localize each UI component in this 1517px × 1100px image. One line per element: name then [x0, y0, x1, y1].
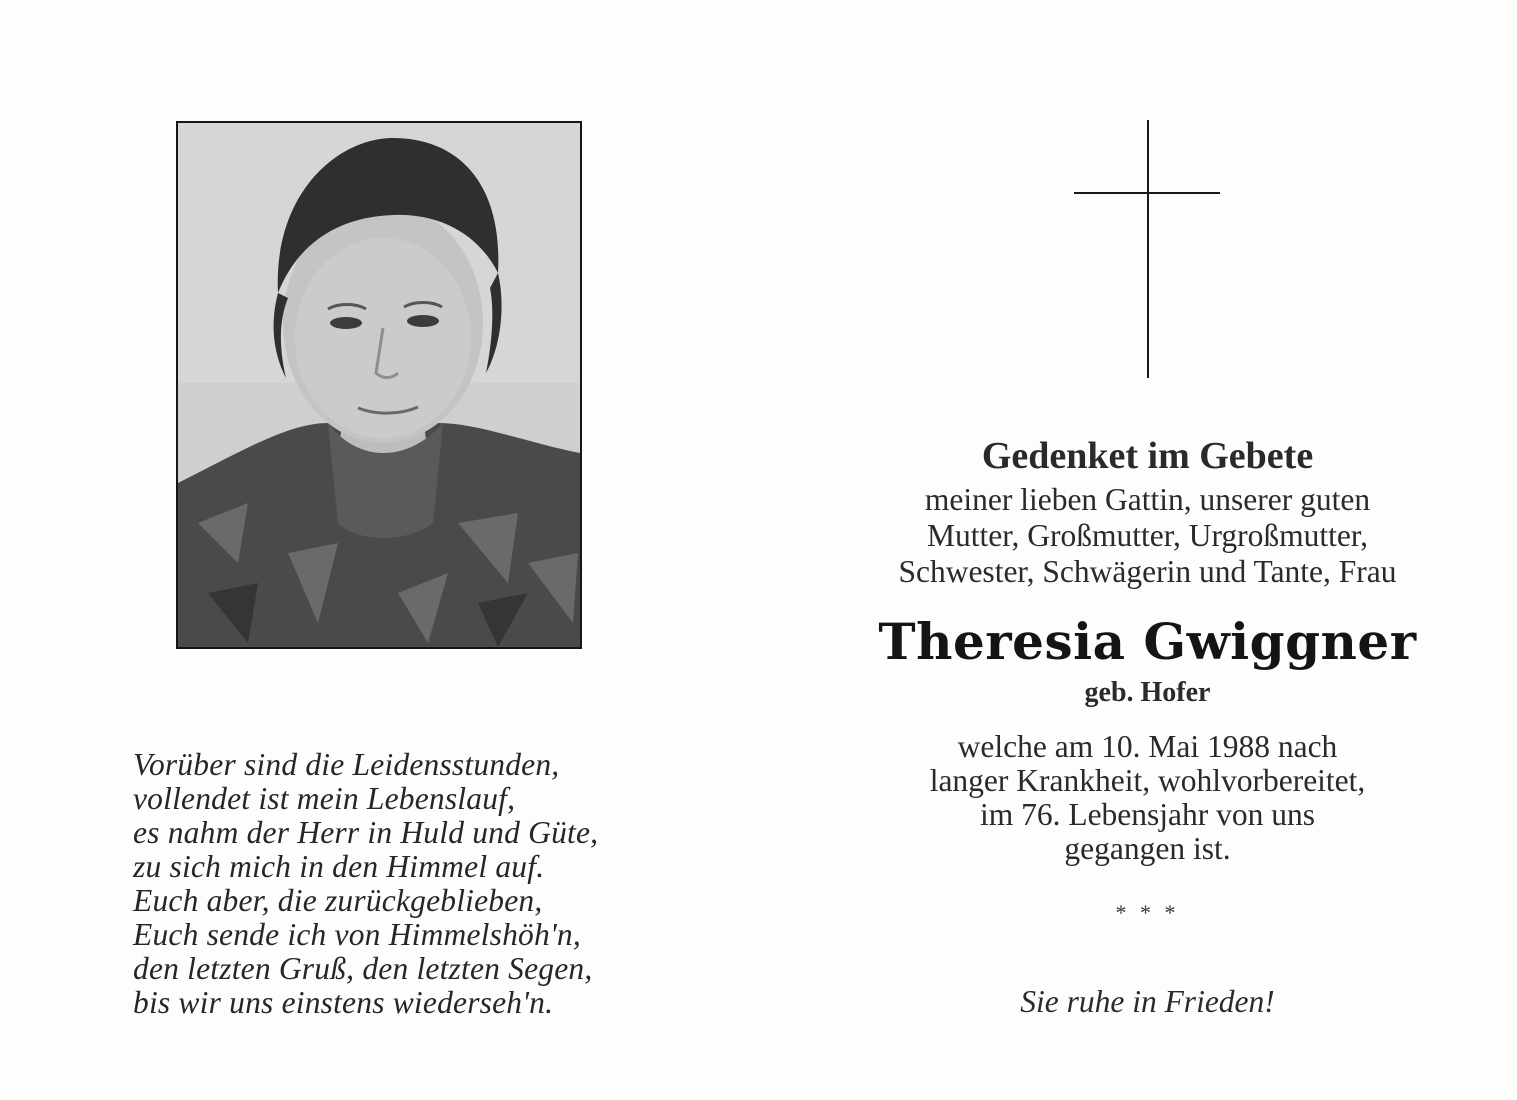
poem-line: vollendet ist mein Lebenslauf,	[133, 781, 516, 816]
cross-vertical-bar	[1147, 120, 1149, 378]
dedication-line: Schwester, Schwägerin und Tante, Frau	[898, 554, 1397, 589]
poem-line: den letzten Gruß, den letzten Segen,	[133, 951, 593, 986]
poem-line: Euch aber, die zurückgeblieben,	[133, 883, 543, 918]
portrait-photo	[176, 121, 582, 649]
maiden-name: geb. Hofer	[1084, 677, 1211, 708]
deceased-name: Theresia Gwiggner	[878, 612, 1417, 671]
death-notice-line: welche am 10. Mai 1988 nach	[957, 729, 1338, 764]
death-notice	[860, 730, 1435, 866]
separator-stars: * * *	[1115, 900, 1180, 925]
poem-line: Vorüber sind die Leidensstunden,	[133, 747, 560, 782]
poem-line: es nahm der Herr in Huld und Güte,	[133, 815, 599, 850]
death-notice-line: langer Krankheit, wohlvorbereitet,	[929, 763, 1366, 798]
cross-icon	[1074, 120, 1220, 378]
poem-line: bis wir uns einstens wiederseh'n.	[133, 985, 554, 1020]
portrait-icon	[178, 123, 580, 647]
cross-horizontal-bar	[1074, 192, 1220, 194]
dedication-line: meiner lieben Gattin, unserer guten	[924, 482, 1371, 517]
poem-line: zu sich mich in den Himmel auf.	[133, 849, 545, 884]
dedication	[860, 482, 1435, 590]
death-notice-line: im 76. Lebensjahr von uns	[979, 797, 1316, 832]
dedication-line: Mutter, Großmutter, Urgroßmutter,	[927, 518, 1368, 553]
death-notice-line: gegangen ist.	[1064, 831, 1231, 866]
poem	[133, 748, 693, 1020]
poem-line: Euch sende ich von Himmelshöh'n,	[133, 917, 581, 952]
closing-blessing: Sie ruhe in Frieden!	[1020, 984, 1275, 1019]
heading: Gedenket im Gebete	[981, 435, 1314, 477]
